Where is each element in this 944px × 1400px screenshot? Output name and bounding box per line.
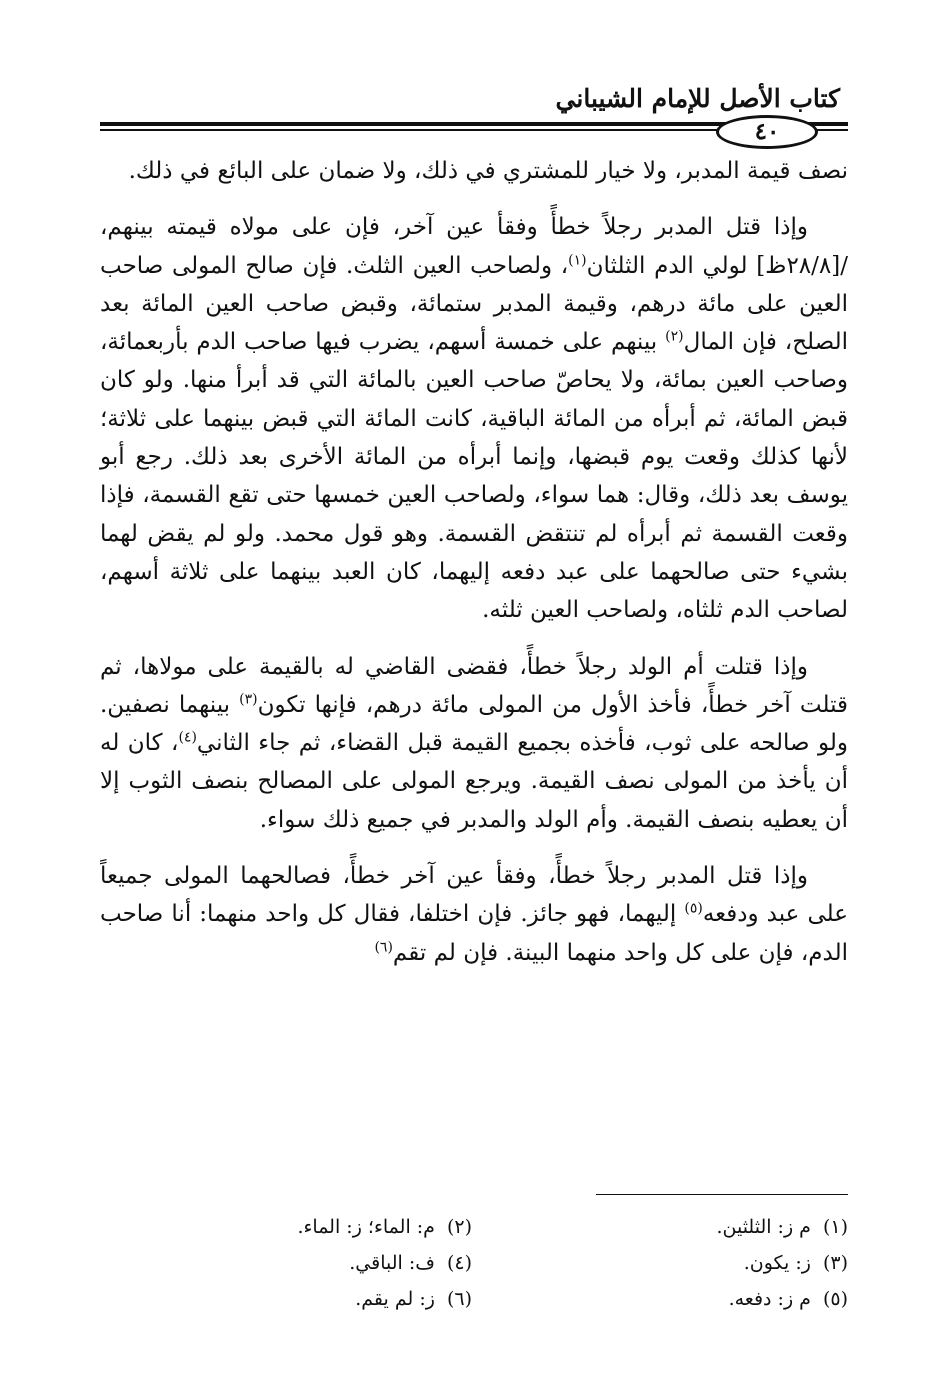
footnote-ref: (٢) [665, 328, 684, 345]
paragraph-text: ، ولصاحب العين الثلث. فإن صالح المولى صاحب العين على مائة درهم، وقيمة المدبر ستمائة، وقبض صاحب العين المائة بعد الصلح، فإن المال [100, 252, 848, 356]
paragraph-text: ، كان له أن يأخذ من المولى نصف القيمة. ويرجع المولى على المصالح بنصف الثوب إلا أن يعطيه بنصف القيمة. وأم الولد والمدبر في جميع ذلك سواء. [100, 730, 848, 833]
footnote-ref: (٦) [374, 938, 393, 955]
footnote-1 [716, 1216, 848, 1238]
footnote-6 [355, 1288, 472, 1310]
footnote-number: (٤) [446, 1252, 472, 1274]
footnote-number: (٥) [822, 1288, 848, 1310]
footnote-number: (١) [822, 1216, 848, 1238]
footnote-number: (٦) [446, 1288, 472, 1310]
paragraph-4 [100, 857, 848, 972]
footnote-2 [297, 1216, 472, 1238]
footnote-text: ز: لم يقم. [355, 1288, 435, 1310]
footnote-text: م ز: الثلثين. [716, 1216, 811, 1238]
footnote-ref: (٣) [239, 691, 258, 708]
footnote-separator [596, 1194, 848, 1195]
paragraph-text: بينهم على خمسة أسهم، يضرب فيها صاحب الدم بأربعمائة، وصاحب العين بمائة، ولا يحاصّ صاحب العين بالمائة التي قد أبرأ منها. ولو كان قبض المائة، ثم أبرأه من المائة الباقية، كانت المائة التي قبض بينهما على ثلاثة؛ لأنها كذلك وقعت يوم قبضها، وإنما أبرأه من المائة الأخرى بعد ذلك. رجع أبو يوسف بعد ذلك، وقال: هما سواء، ولصاحب العين خمسها حتى تقع القسمة، فإذا وقعت القسمة ثم أبرأه لم تنتقض القسمة. وهو قول محمد. ولو لم يقض لهما بشيء حتى صالحهما على عبد دفعه إليهما، كان العبد بينهما على ثلاثة أسهم، لصاحب الدم ثلثاه، ولصاحب العين ثلثه. [100, 329, 848, 624]
paragraph-text: إليهما، فهو جائز. فإن اختلفا، فقال كل واحد منهما: أنا صاحب الدم، فإن على كل واحد منهما البينة. فإن لم تقم [100, 901, 848, 966]
footnote-ref: (١) [568, 251, 587, 268]
paragraph-text: وإذا قتل المدبر رجلاً خطأً، وفقأ عين آخر خطأً، فصالحهما المولى جميعاً على عبد ودفعه [100, 863, 848, 928]
main-text [100, 152, 848, 972]
page-number: ٤٠ [716, 115, 818, 149]
paragraph-text: بينهما نصفين. ولو صالحه على ثوب، فأخذه بجميع القيمة قبل القضاء، ثم جاء الثاني [100, 691, 848, 757]
footnote-number: (٢) [446, 1216, 472, 1238]
footnote-text: ز: يكون. [743, 1252, 811, 1274]
running-header-title: كتاب الأصل للإمام الشيباني [555, 84, 840, 113]
footnote-4 [349, 1252, 472, 1274]
footnote-3 [744, 1252, 848, 1274]
paragraph-3 [100, 648, 848, 839]
paragraph-text: وإذا قتل المدبر رجلاً خطأً وفقأ عين آخر، فإن على مولاه قيمته بينهم، /[٢٨/٨ظ] لولي الدم الثلثان [100, 214, 848, 279]
footnote-text: ف: الباقي. [349, 1252, 435, 1274]
footnote-text: م ز: دفعه. [728, 1288, 811, 1310]
paragraph-2 [100, 208, 848, 629]
footnote-text: م: الماء؛ ز: الماء. [297, 1216, 435, 1238]
footnote-number: (٣) [822, 1252, 848, 1274]
footnote-5 [729, 1288, 848, 1310]
footnote-ref: (٤) [178, 729, 197, 746]
paragraph-text: وإذا قتلت أم الولد رجلاً خطأً، فقضى القاضي له بالقيمة على مولاها، ثم قتلت آخر خطأً، فأخذ الأول من المولى مائة درهم، فإنها تكون [100, 653, 848, 718]
footnote-ref: (٥) [684, 900, 703, 917]
paragraph-1 [100, 152, 848, 190]
paragraph-text: نصف قيمة المدبر، ولا خيار للمشتري في ذلك، ولا ضمان على البائع في ذلك. [128, 158, 848, 184]
